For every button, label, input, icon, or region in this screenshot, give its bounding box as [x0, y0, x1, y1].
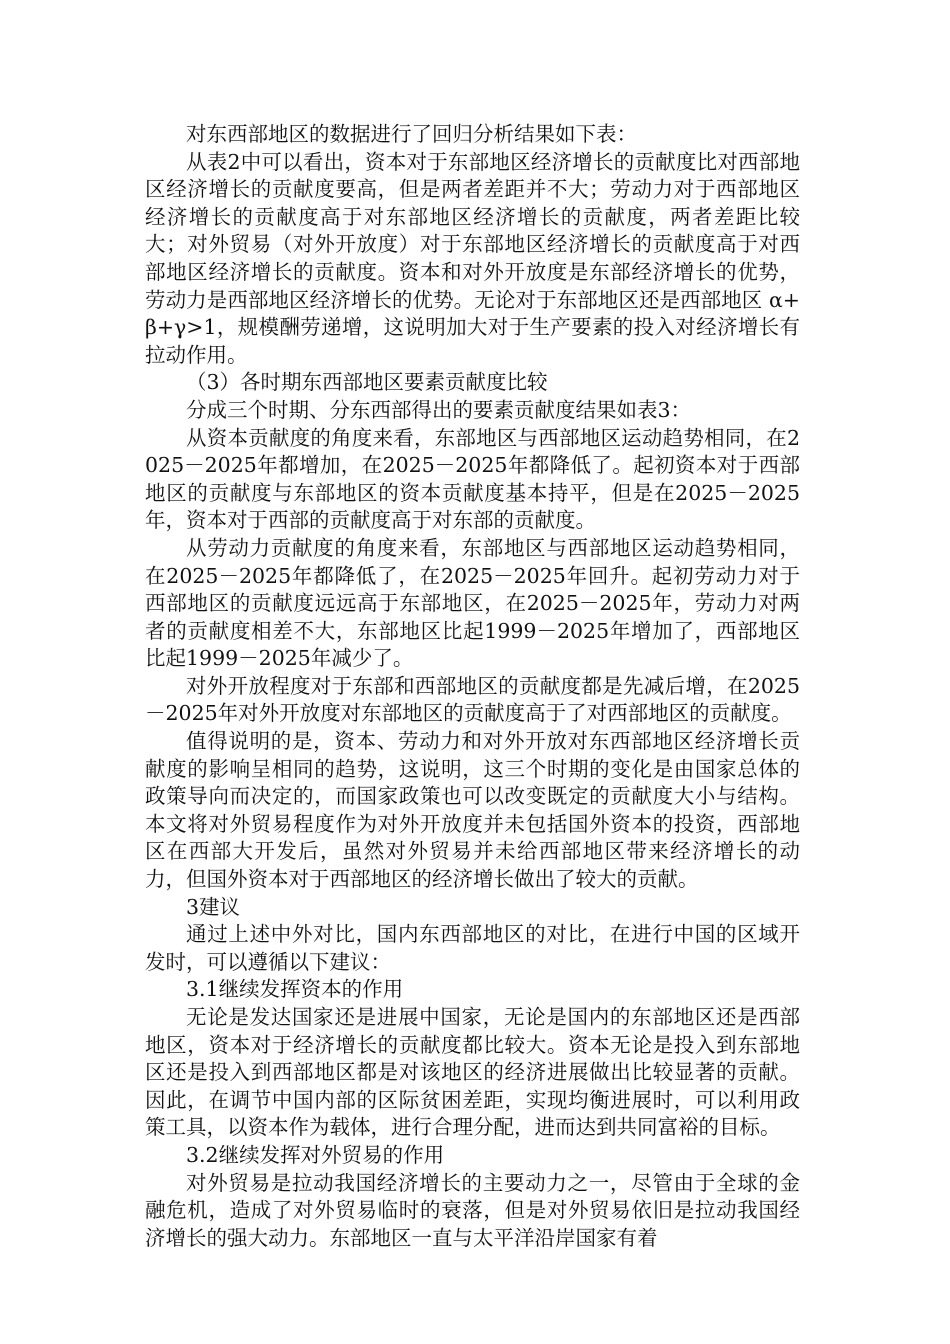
- paragraph-policy-note: 值得说明的是，资本、劳动力和对外开放对东西部地区经济增长贡献度的影响呈相同的趋势，这说明，这三个时期的变化是由国家总体的政策导向而决定的，而国家政策也可以改变既定的贡献度大小与结构。本文将对外贸易程度作为对外开放度并未包括国外资本的投资，西部地区在西部大开发后，虽然对外贸易并未给西部地区带来经济增长的动力，但国外资本对于西部地区的经济增长做出了较大的贡献。: [145, 729, 800, 892]
- paragraph-suggestions-intro: 通过上述中外对比，国内东西部地区的对比，在进行中国的区域开发时，可以遵循以下建议：: [145, 922, 800, 974]
- section-heading-suggestions: 3建议: [186, 894, 241, 919]
- paragraph-table3-intro: 分成三个时期、分东西部得出的要素贡献度结果如表3：: [186, 397, 692, 422]
- paragraph-labor-contribution: 从劳动力贡献度的角度来看，东部地区与西部地区运动趋势相同，在2025－2025年都降低了，在2025－2025年回升。起初劳动力对于西部地区的贡献度远远高于东部地区，在2025－2025年，劳动力对两者的贡献度相差不大，东部地区比起1999－2025年增加了，西部地区比起1999－2025年减少了。: [145, 535, 800, 671]
- subsection-heading-capital: 3.1继续发挥资本的作用: [186, 977, 404, 1002]
- paragraph-openness-contribution: 对外开放程度对于东部和西部地区的贡献度都是先减后增，在2025－2025年对外开放度对东部地区的贡献度高于了对西部地区的贡献度。: [145, 673, 800, 726]
- paragraph-capital-role: 无论是发达国家还是进展中国家，无论是国内的东部地区还是西部地区，资本对于经济增长的贡献度都比较大。资本无论是投入到东部地区还是投入到西部地区都是对该地区的经济进展做出比较显著的贡献。因此，在调节中国内部的区际贫困差距，实现均衡进展时，可以利用政策工具，以资本作为载体，进行合理分配，进而达到共同富裕的目标。: [145, 1005, 800, 1140]
- subsection-heading-trade: 3.2继续发挥对外贸易的作用: [186, 1142, 445, 1167]
- paragraph-capital-contribution: 从资本贡献度的角度来看，东部地区与西部地区运动趋势相同，在2025－2025年都增加，在2025－2025年都降低了。起初资本对于西部地区的贡献度与东部地区的资本贡献度基本持平，但是在2025－2025年，资本对于西部的贡献度高于对东部的贡献度。: [145, 425, 800, 533]
- paragraph-table2-analysis: 从表2中可以看出，资本对于东部地区经济增长的贡献度比对西部地区经济增长的贡献度要高，但是两者差距并不大；劳动力对于西部地区经济增长的贡献度高于对东部地区经济增长的贡献度，两者差距比较大；对外贸易（对外开放度）对于东部地区经济增长的贡献度高于对西部地区经济增长的贡献度。资本和对外开放度是东部经济增长的优势，劳动力是西部地区经济增长的优势。无论对于东部地区还是西部地区 α+β+γ>1，规模酬劳递增，这说明加大对于生产要素的投入对经济增长有拉动作用。: [145, 149, 800, 367]
- paragraph-regression-intro: 对东西部地区的数据进行了回归分析结果如下表：: [186, 122, 637, 146]
- section-heading-period-comparison: （3）各时期东西部地区要素贡献度比较: [186, 370, 548, 395]
- document-body: [145, 121, 800, 1252]
- paragraph-trade-role: 对外贸易是拉动我国经济增长的主要动力之一，尽管由于全球的金融危机，造成了对外贸易临时的衰落，但是对外贸易依旧是拉动我国经济增长的强大动力。东部地区一直与太平洋沿岸国家有着: [145, 1170, 800, 1250]
